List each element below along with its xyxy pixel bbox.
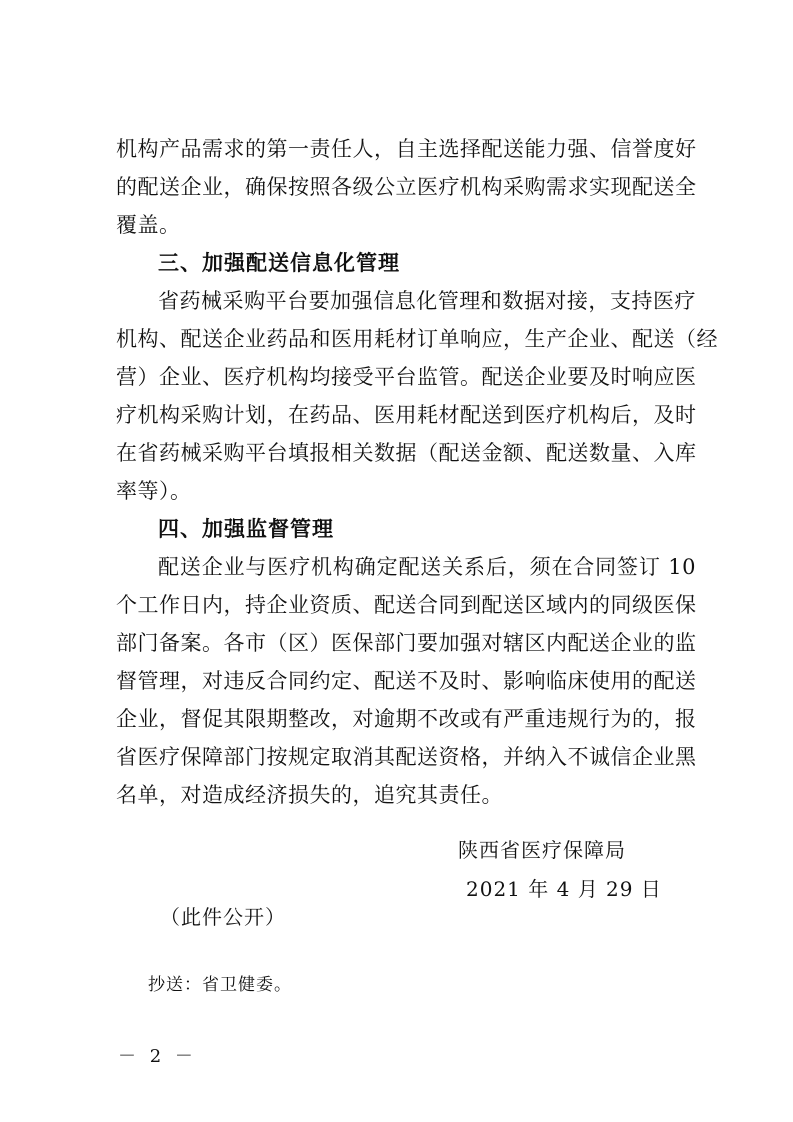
section-3-heading: 三、加强配送信息化管理 — [158, 251, 400, 275]
section-3-line-5: 在省药械采购平台填报相关数据（配送金额、配送数量、入库 — [116, 441, 697, 465]
disclosure-note: （此件公开） — [160, 905, 286, 929]
intro-line-1: 机构产品需求的第一责任人，自主选择配送能力强、信誉度好 — [116, 137, 697, 161]
section-4-heading: 四、加强监督管理 — [158, 517, 334, 541]
page-number: － 2 － — [118, 1046, 197, 1067]
section-3-line-2: 机构、配送企业药品和医用耗材订单响应，生产企业、配送（经 — [116, 327, 718, 351]
section-4-line-4: 督管理，对违反合同约定、配送不及时、影响临床使用的配送 — [116, 669, 697, 693]
issue-date: 2021 年 4 月 29 日 — [466, 877, 662, 901]
section-4-line-7: 名单，对造成经济损失的，追究其责任。 — [116, 783, 503, 807]
section-4-line-2: 个工作日内，持企业资质、配送合同到配送区域内的同级医保 — [116, 593, 697, 617]
intro-line-2: 的配送企业，确保按照各级公立医疗机构采购需求实现配送全 — [116, 175, 697, 199]
issuing-organization: 陕西省医疗保障局 — [458, 838, 626, 862]
intro-line-3: 覆盖。 — [116, 213, 181, 237]
section-3-line-4: 疗机构采购计划，在药品、医用耗材配送到医疗机构后，及时 — [116, 403, 697, 427]
section-3-line-6: 率等）。 — [116, 479, 192, 503]
section-4-line-5: 企业，督促其限期整改，对逾期不改或有严重违规行为的，报 — [116, 707, 697, 731]
section-4-line-1: 配送企业与医疗机构确定配送关系后，须在合同签订 10 — [158, 555, 696, 579]
section-3-line-1: 省药械采购平台要加强信息化管理和数据对接，支持医疗 — [158, 289, 696, 313]
section-3-line-3: 营）企业、医疗机构均接受平台监管。配送企业要及时响应医 — [116, 365, 697, 389]
cc-line: 抄送：省卫健委。 — [148, 975, 292, 995]
section-4-line-6: 省医疗保障部门按规定取消其配送资格，并纳入不诚信企业黑 — [116, 745, 697, 769]
section-4-line-3: 部门备案。各市（区）医保部门要加强对辖区内配送企业的监 — [116, 631, 697, 655]
